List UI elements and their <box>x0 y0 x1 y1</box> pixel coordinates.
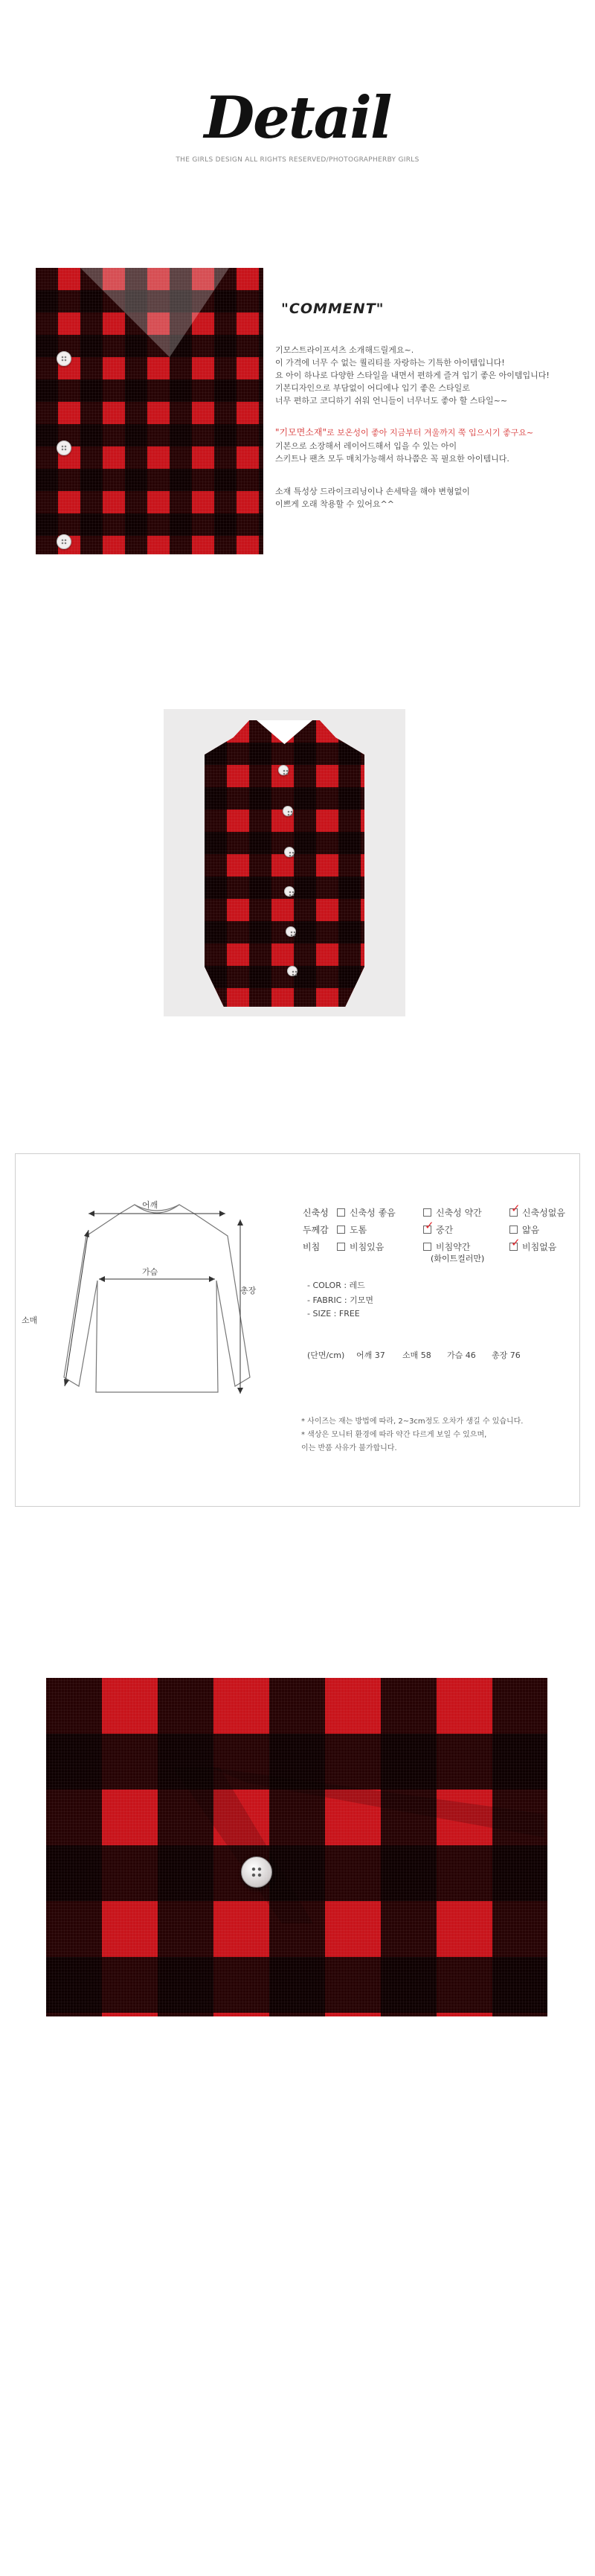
comment-highlight-line <box>275 426 533 438</box>
checkbox-checked <box>509 1208 518 1217</box>
product-full-photo <box>164 709 405 1016</box>
product-closeup-photo <box>36 268 263 554</box>
attr-label-stretch: 신축성 <box>303 1208 329 1218</box>
comment-line: 기본으로 소장해서 레이어드해서 입을 수 있는 아이 <box>275 441 457 451</box>
highlight-fabric: "기모면소재" <box>275 427 327 438</box>
checkbox <box>337 1208 345 1217</box>
attr-label-sheer: 비침 <box>303 1242 321 1252</box>
option-stretch-good: 신축성 좋음 <box>337 1206 396 1219</box>
sheer-note: (화이트컬러만) <box>431 1254 485 1263</box>
comment-line: 요 아이 하나로 다양한 스타일을 내면서 편하게 즐겨 입기 좋은 아이템입니다! <box>275 371 550 380</box>
measure-shoulder: 어깨 37 <box>356 1351 385 1360</box>
return-note: 이는 반품 사유가 불가합니다. <box>301 1444 397 1452</box>
option-sheer-yes: 비침있음 <box>337 1240 384 1253</box>
highlight-rest: 로 보온성이 좋아 지금부터 겨울까지 쭉 입으시기 좋구요~ <box>327 428 534 438</box>
label-chest: 가슴 <box>142 1267 158 1277</box>
comment-line: 기모스트라이프셔츠 소개해드릴게요~. <box>275 345 414 355</box>
size-note: * 사이즈는 재는 방법에 따라, 2~3cm정도 오차가 생길 수 있습니다. <box>301 1417 524 1426</box>
shirt-button <box>286 926 296 937</box>
collar-edge <box>173 1767 544 1923</box>
collar-shade <box>80 268 229 357</box>
comment-heading: "COMMENT" <box>281 301 385 317</box>
spec-size: - SIZE : FREE <box>307 1309 360 1319</box>
comment-line: 소재 특성상 드라이크리닝이나 손세탁을 해야 변형없이 <box>275 487 470 496</box>
measure-unit: (단면/cm) <box>307 1351 345 1360</box>
option-sheer-none: ✓ 비침없음 <box>509 1240 556 1253</box>
option-thick: 도톰 <box>337 1223 367 1236</box>
option-medium: ✓ 중간 <box>423 1223 453 1236</box>
detail-title: Detail <box>204 84 391 152</box>
spec-color: - COLOR : 레드 <box>307 1281 365 1290</box>
shirt-body <box>205 720 364 1007</box>
checkbox-checked <box>423 1225 431 1234</box>
checkbox-checked <box>509 1243 518 1251</box>
shirt-button <box>57 440 71 455</box>
comment-line: 너무 편하고 코디하기 쉬워 언니들이 너무너도 좋아 할 스타일~~ <box>275 396 508 406</box>
shirt-measurement-diagram <box>45 1191 268 1414</box>
shirt-button <box>57 534 71 549</box>
collar-closeup-photo <box>46 1678 547 2016</box>
comment-line: 이쁘게 오래 착용할 수 있어요^^ <box>275 499 394 509</box>
color-note: * 색상은 모니터 환경에 따라 약간 다르게 보일 수 있으며, <box>301 1431 487 1439</box>
label-sleeve: 소매 <box>22 1316 38 1325</box>
comment-line: 이 가격에 너무 수 없는 퀄리티를 자랑하는 기특한 아이템입니다! <box>275 358 505 368</box>
shirt-button <box>283 806 293 816</box>
attr-label-thickness: 두께감 <box>303 1225 329 1235</box>
spec-fabric: - FABRIC : 기모면 <box>307 1295 373 1305</box>
shirt-button <box>287 966 298 976</box>
measure-sleeve: 소매 58 <box>402 1351 431 1360</box>
shirt-button <box>284 886 295 897</box>
option-thin: 얇음 <box>509 1223 539 1236</box>
shirt-button <box>284 847 295 857</box>
option-stretch-none: ✓ 신축성없음 <box>509 1206 565 1219</box>
comment-line: 스키트나 팬츠 모두 매치가능해서 하나쯤은 꼭 필요한 아이템니다. <box>275 454 509 464</box>
label-shoulder: 어깨 <box>142 1200 158 1210</box>
option-sheer-some: 비침약간 <box>423 1240 470 1253</box>
checkbox <box>337 1225 345 1234</box>
copyright-text: THE GIRLS DESIGN ALL RIGHTS RESERVED/PHOTOGRAPHERBY GIRLS <box>176 156 419 164</box>
option-stretch-some: 신축성 약간 <box>423 1206 482 1219</box>
shirt-button <box>241 1856 272 1888</box>
checkbox <box>423 1243 431 1251</box>
checkbox <box>337 1243 345 1251</box>
measure-chest: 가슴 46 <box>447 1351 476 1360</box>
label-length: 총장 <box>240 1286 257 1295</box>
shirt-button <box>57 351 71 366</box>
comment-line: 기본디자인으로 부담없이 어디에나 입기 좋은 스타일로 <box>275 383 470 393</box>
size-info-box <box>15 1153 580 1507</box>
measure-length: 총장 76 <box>492 1351 521 1360</box>
checkbox <box>509 1225 518 1234</box>
checkbox <box>423 1208 431 1217</box>
collar-fold <box>173 1767 485 1923</box>
shirt-button <box>278 765 289 775</box>
